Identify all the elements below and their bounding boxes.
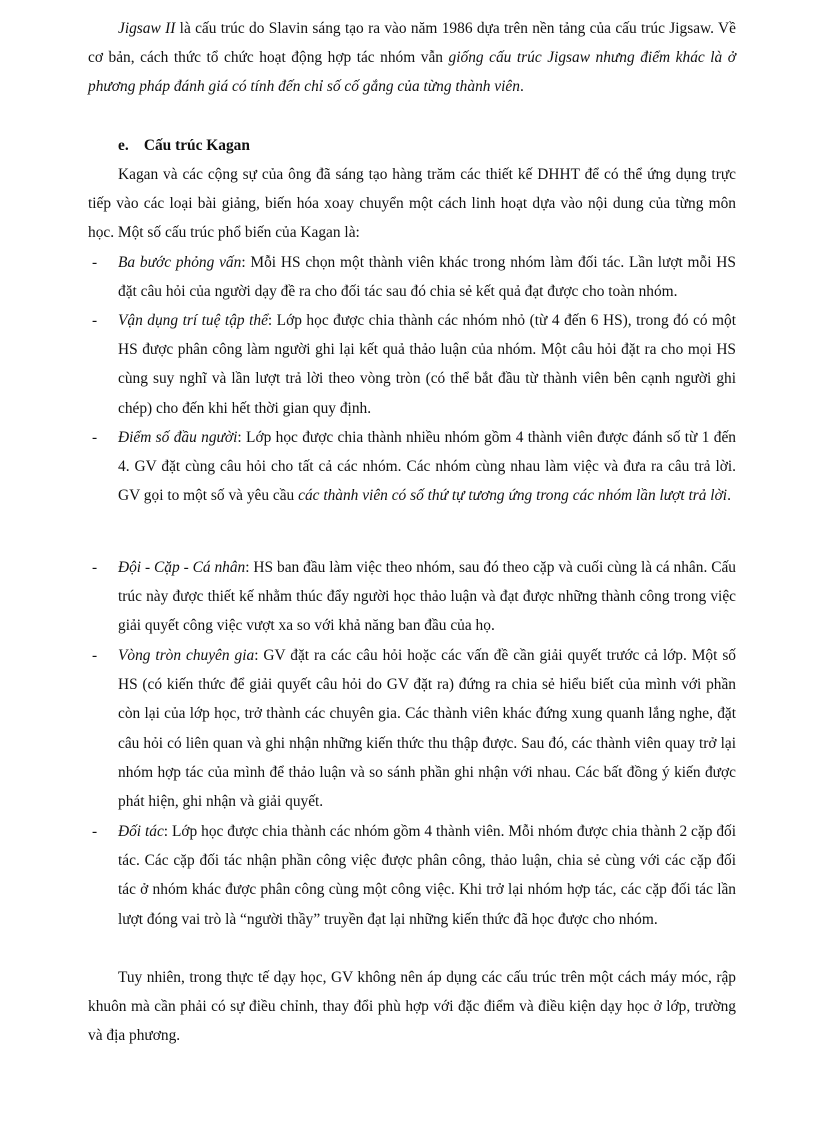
list-dash: -: [92, 647, 98, 664]
item-term: Điểm số đầu người: [118, 429, 238, 446]
item-emphasis: các thành viên có số thứ tự tương ứng trong các nhóm lần lượt trả lời: [298, 487, 728, 505]
section-label: e.: [118, 137, 129, 154]
list-item: - Vòng tròn chuyên gia: GV đặt ra các câu hỏi hoặc các vấn đề cần giải quyết trước cả lớp. Một số HS (có kiến thức để giải quyết câu hỏi do GV đặt ra) đứng ra chia sẻ hiểu biết của mình với phần còn lại của lớp học, trở thành các chuyên gia. Các thành viên khác đứng xung quanh lắng nghe, đặt câu hỏi có liên quan và ghi nhận những kiến thức thu thập được. Sau đó, các thành viên quay trở lại nhóm hợp tác của mình để thảo luận và so sánh phần ghi nhận với nhau. Các bất đồng ý kiến được phát hiện, ghi nhận và giải quyết.: [92, 641, 736, 816]
paragraph-kagan-intro: Kagan và các cộng sự của ông đã sáng tạo hàng trăm các thiết kế DHHT để có thể ứng dụng trực tiếp vào các loại bài giảng, biến hóa xoay chuyển một cách linh hoạt dựa vào nội dung của từng môn học. Một số cấu trúc phổ biến của Kagan là:: [88, 166, 736, 242]
section-heading-kagan: [118, 131, 250, 160]
paragraph-jigsaw-ii: Jigsaw II là cấu trúc do Slavin sáng tạo ra vào năm 1986 dựa trên nền tảng của cấu trúc Jigsaw. Về cơ bản, cách thức tổ chức hoạt động hợp tác nhóm vẫn giống cấu trúc Jigsaw nhưng điểm khác là ở phương pháp đánh giá có tính đến chỉ số cố gắng của từng thành viên.: [88, 20, 737, 96]
emphasis-jigsaw-difference: giống cấu trúc Jigsaw nhưng điểm khác là ở phương pháp đánh giá có tính đến chỉ số cố gắng của từng thành viên: [88, 49, 736, 96]
list-item: - Điểm số đầu người: Lớp học được chia thành nhiều nhóm gồm 4 thành viên được đánh số từ 1 đến 4. GV đặt cùng câu hỏi cho tất cả các nhóm. Các nhóm cùng nhau làm việc và đưa ra câu trả lời. GV gọi to một số và yêu cầu các thành viên có số thứ tự tương ứng trong các nhóm lần lượt trả lời.: [92, 423, 736, 511]
paragraph-conclusion: Tuy nhiên, trong thực tế dạy học, GV không nên áp dụng các cấu trúc trên một cách máy móc, rập khuôn mà cần phải có sự điều chỉnh, thay đổi phù hợp với đặc điểm và điều kiện dạy học ở lớp, trường và địa phương.: [88, 969, 736, 1045]
section-title: Cấu trúc Kagan: [143, 137, 250, 154]
list-item: - Đối tác: Lớp học được chia thành các nhóm gồm 4 thành viên. Mỗi nhóm được chia thành 2 cặp đối tác. Các cặp đối tác nhận phần công việc được phân công, thảo luận, chia sẻ cùng với các cặp đối tác ở nhóm khác được phân công cùng một công việc. Khi trở lại nhóm hợp tác, các cặp đối tác lần lượt đóng vai trò là “người thầy” truyền đạt lại những kiến thức đã học được cho nhóm.: [92, 817, 736, 934]
list-dash: -: [92, 429, 98, 446]
item-term: Vận dụng trí tuệ tập thể: [118, 312, 268, 329]
item-term: Vòng tròn chuyên gia: [118, 647, 255, 664]
list-dash: -: [92, 254, 98, 271]
list-dash: -: [92, 823, 98, 840]
item-term: Đối tác: [118, 823, 164, 840]
list-item: - Đội - Cặp - Cá nhân: HS ban đầu làm việc theo nhóm, sau đó theo cặp và cuối cùng là cá nhân. Cấu trúc này được thiết kế nhằm thúc đẩy người học thảo luận và đạt được những thành công trong việc giải quyết công việc vượt xa so với khả năng ban đầu của họ.: [92, 553, 736, 641]
list-item: - Vận dụng trí tuệ tập thể: Lớp học được chia thành các nhóm nhỏ (từ 4 đến 6 HS), trong đó có một HS được phân công làm người ghi lại kết quả thảo luận của nhóm. Một câu hỏi đặt ra cho mọi HS cùng suy nghĩ và lần lượt trả lời theo vòng tròn (có thể bắt đầu từ thành viên bên cạnh người ghi chép) cho đến khi hết thời gian quy định.: [92, 306, 736, 423]
item-term: Đội - Cặp - Cá nhân: [118, 559, 246, 576]
term-jigsaw-ii: Jigsaw II: [118, 20, 176, 37]
item-term: Ba bước phỏng vấn: [118, 254, 242, 271]
list-dash: -: [92, 559, 98, 576]
list-dash: -: [92, 312, 98, 329]
list-item: - Ba bước phỏng vấn: Mỗi HS chọn một thành viên khác trong nhóm làm đối tác. Lần lượt mỗi HS đặt câu hỏi của người dạy đề ra cho đối tác sau đó chia sẻ kết quả đạt được cho toàn nhóm.: [92, 248, 736, 306]
